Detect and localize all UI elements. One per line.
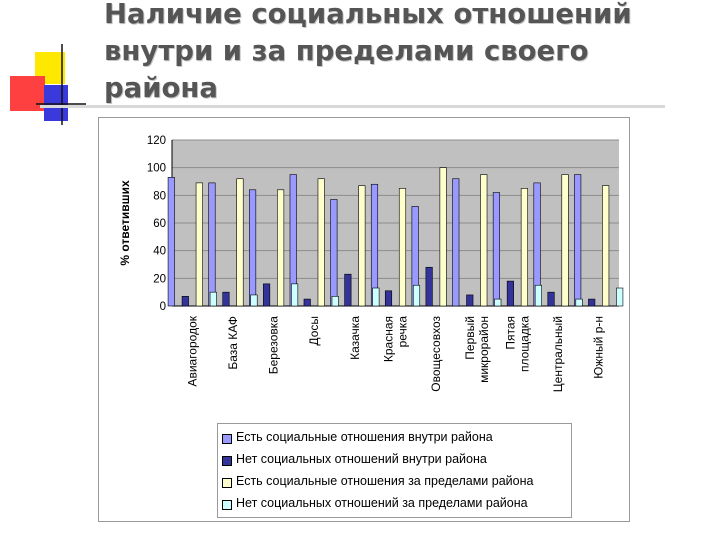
x-category-label: Пятая — [503, 316, 518, 350]
bar-s2-9 — [507, 281, 513, 306]
bar-s2-7 — [426, 267, 433, 306]
legend-item — [218, 428, 571, 448]
bar-s1-11 — [574, 175, 581, 306]
legend-label: Нет социальных отношений внутри района — [236, 452, 487, 466]
legend-label: Есть социальные отношения за пределами района — [236, 474, 534, 488]
bar-s4-1 — [210, 292, 217, 306]
slide-logo — [0, 0, 110, 130]
legend-swatch — [222, 500, 232, 510]
bar-s3-2 — [237, 179, 244, 306]
bar-s4-5 — [373, 288, 380, 306]
bar-s4-11 — [616, 288, 623, 306]
x-category-label: Красная — [381, 316, 396, 363]
bar-s4-9 — [535, 285, 542, 306]
legend-swatch — [222, 434, 232, 444]
slide-title — [104, 0, 714, 107]
x-category-label: Южный р-н — [591, 316, 606, 379]
bar-s1-9 — [493, 193, 500, 306]
y-tick-label: 60 — [153, 218, 166, 230]
bar-s3-7 — [440, 168, 447, 306]
bar-s3-10 — [562, 175, 569, 306]
logo-blue-square — [44, 85, 68, 121]
bar-s2-10 — [548, 292, 555, 306]
x-category-label: Казачка — [347, 316, 362, 360]
legend-item — [218, 450, 571, 470]
x-category-label: Овощесовхоз — [429, 316, 444, 392]
legend-swatch — [222, 456, 232, 466]
bar-s1-1 — [168, 177, 175, 306]
y-axis-title: % ответивших — [118, 180, 132, 266]
legend-label: Нет социальных отношений за пределами района — [236, 496, 528, 510]
chart-frame — [98, 117, 630, 522]
bar-s3-11 — [602, 186, 609, 306]
y-tick-label: 100 — [146, 162, 166, 175]
x-category-label: Центральный — [551, 316, 566, 393]
bar-s1-2 — [209, 183, 216, 306]
bar-s4-10 — [576, 299, 583, 306]
bar-s3-1 — [196, 183, 203, 306]
bar-s3-3 — [277, 190, 284, 306]
bar-s2-4 — [304, 299, 311, 306]
x-category-label: Авиагородок — [185, 316, 200, 387]
y-tick-label: 80 — [153, 190, 166, 203]
bar-s4-8 — [495, 299, 502, 306]
bar-s3-4 — [318, 179, 325, 306]
slide-title-line-1: Наличие социальных отношений — [104, 0, 632, 30]
bar-s2-11 — [588, 299, 595, 306]
x-category-label: речка — [395, 316, 410, 348]
x-category-label: Первый — [462, 316, 477, 360]
y-tick-label: 0 — [159, 301, 166, 313]
bar-s3-9 — [521, 188, 528, 306]
bar-s2-5 — [345, 274, 352, 306]
x-category-label: Досы — [307, 316, 322, 346]
legend-swatch — [222, 478, 232, 488]
legend-label: Есть социальные отношения внутри района — [236, 430, 493, 444]
bar-s4-2 — [251, 295, 257, 306]
slide-title-line-2: внутри и за пределами своего — [104, 35, 589, 67]
bar-s4-6 — [413, 285, 420, 306]
bar-s4-4 — [332, 296, 339, 306]
bar-s1-3 — [249, 190, 256, 306]
bar-s3-8 — [481, 175, 488, 306]
bar-s4-3 — [291, 284, 298, 306]
x-category-label: микрорайон — [476, 316, 491, 383]
bar-s3-6 — [399, 188, 406, 306]
x-category-label: База КАФ — [225, 316, 240, 370]
bar-s2-6 — [385, 291, 392, 306]
x-category-label: Березовка — [266, 316, 281, 375]
y-tick-label: 20 — [153, 273, 166, 286]
legend-item — [218, 472, 571, 492]
bar-s1-5 — [331, 199, 338, 306]
bar-s3-5 — [359, 186, 366, 306]
bar-s2-8 — [467, 295, 474, 306]
title-underline — [40, 105, 665, 108]
y-tick-label: 40 — [153, 245, 166, 258]
bar-s2-3 — [263, 284, 270, 306]
chart-legend — [217, 423, 572, 518]
legend-item — [218, 494, 571, 514]
y-tick-label: 120 — [146, 135, 166, 147]
bar-s2-1 — [182, 296, 189, 306]
bar-s2-2 — [223, 292, 230, 306]
bar-s1-8 — [453, 179, 460, 306]
slide-title-line-3: района — [104, 72, 218, 104]
x-category-label: площадка — [517, 316, 532, 373]
